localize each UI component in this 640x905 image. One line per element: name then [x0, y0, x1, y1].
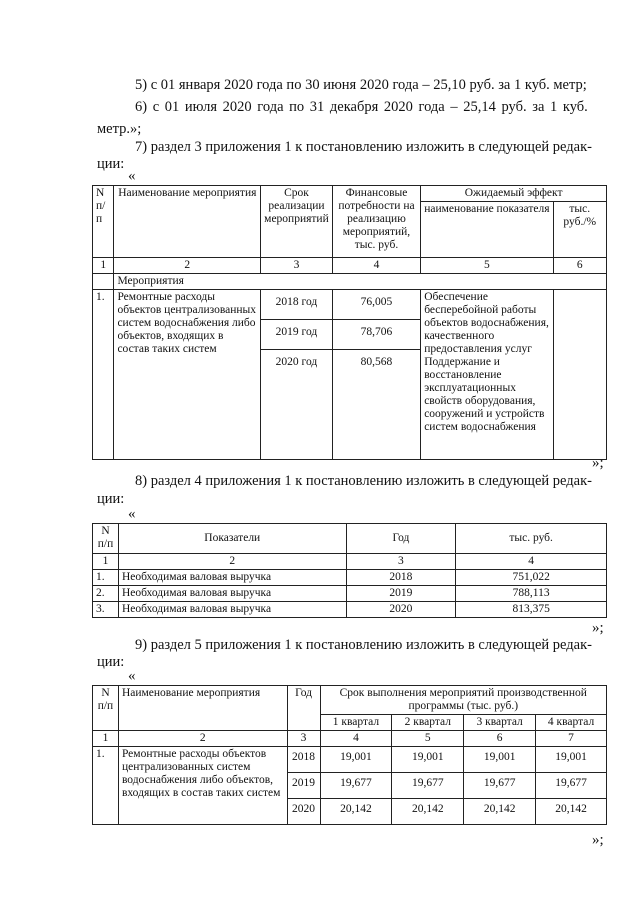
paragraph-7-line-1: 7) раздел 3 приложения 1 к постановлению изложить в следующей редак-: [135, 139, 592, 155]
t3-header-q3: 3 квартал: [464, 715, 536, 731]
t3-header-name: Наименование мероприятия: [118, 686, 287, 731]
t3-header-q2: 2 квартал: [392, 715, 464, 731]
t3-q-cell: 19,001: [464, 747, 536, 773]
table-row: [93, 586, 607, 602]
t1-num-cell: 2: [114, 258, 261, 274]
t1-header-term: Срок реализации мероприятий: [261, 186, 333, 258]
t2-row-value: 788,113: [456, 586, 607, 602]
t2-num-cell: 1: [93, 554, 119, 570]
t1-row-no: 1.: [93, 290, 114, 460]
t2-header-indicator: Показатели: [118, 524, 346, 554]
t3-q-cell: 19,001: [320, 747, 392, 773]
paragraph-5: 5) с 01 января 2020 года по 30 июня 2020 года – 25,10 руб. за 1 куб. метр;: [135, 77, 587, 93]
paragraph-8-line-2: ции:: [97, 491, 125, 507]
t3-num-cell: 4: [320, 731, 392, 747]
t3-q-cell: 20,142: [536, 799, 607, 825]
t3-q-cell: 19,677: [320, 773, 392, 799]
t3-q-cell: 20,142: [464, 799, 536, 825]
table-section-3: [92, 185, 607, 460]
t1-num-cell: 3: [261, 258, 333, 274]
t2-header-no: N п/п: [93, 524, 119, 554]
t3-num-cell: 7: [536, 731, 607, 747]
t2-row-year: 2019: [346, 586, 456, 602]
t3-q-cell: 19,677: [536, 773, 607, 799]
t3-row-year: 2019: [287, 773, 320, 799]
t2-row-name: Необходимая валовая выручка: [118, 602, 346, 618]
t1-year-cell: 2019 год: [261, 320, 333, 350]
t1-header-unit: тыс. руб./%: [553, 202, 607, 258]
t2-row-year: 2018: [346, 570, 456, 586]
t1-year-cell: 2018 год: [261, 290, 333, 320]
t1-year-cell: 2020 год: [261, 350, 333, 460]
t1-num-cell: 1: [93, 258, 114, 274]
t3-row-no: 1.: [93, 747, 119, 825]
t3-q-cell: 19,001: [392, 747, 464, 773]
paragraph-9-line-1: 9) раздел 5 приложения 1 к постановлению изложить в следующей редак-: [135, 637, 592, 653]
t3-num-cell: 3: [287, 731, 320, 747]
t3-num-cell: 6: [464, 731, 536, 747]
t1-value-cell: 78,706: [332, 320, 420, 350]
close-quote-2: »;: [592, 620, 604, 636]
table-row: [93, 570, 607, 586]
paragraph-6-line-2: метр.»;: [97, 121, 142, 137]
t1-section-label: Мероприятия: [114, 274, 607, 290]
t2-row-name: Необходимая валовая выручка: [118, 570, 346, 586]
t1-num-cell: 4: [332, 258, 420, 274]
open-quote-1: «: [128, 168, 136, 184]
paragraph-8-line-1: 8) раздел 4 приложения 1 к постановлению изложить в следующей редак-: [135, 473, 592, 489]
table-row: [93, 602, 607, 618]
t3-num-cell: 1: [93, 731, 119, 747]
t1-num-cell: 5: [421, 258, 553, 274]
t2-row-no: 3.: [93, 602, 119, 618]
open-quote-2: «: [128, 506, 136, 522]
t1-value-cell: 76,005: [332, 290, 420, 320]
t3-q-cell: 19,677: [392, 773, 464, 799]
t1-unit-cell: [553, 290, 607, 460]
t2-row-value: 813,375: [456, 602, 607, 618]
open-quote-3: «: [128, 668, 136, 684]
paragraph-9-line-2: ции:: [97, 654, 125, 670]
t3-num-cell: 5: [392, 731, 464, 747]
t1-header-effect: Ожидаемый эффект: [421, 186, 607, 202]
close-quote-1: »;: [592, 455, 604, 471]
t2-header-year: Год: [346, 524, 456, 554]
t2-num-cell: 3: [346, 554, 456, 570]
t3-q-cell: 19,677: [464, 773, 536, 799]
t1-effect-text: Обеспечение бесперебойной работы объектов водоснабжения, качественного предоставления услуг Поддержание и восстановление эксплуатационных свойств оборудования, сооружений и устройств систем водоснабжения: [421, 290, 553, 460]
t2-num-cell: 2: [118, 554, 346, 570]
t2-row-no: 1.: [93, 570, 119, 586]
t3-q-cell: 20,142: [392, 799, 464, 825]
t3-row-name: Ремонтные расходы объектов централизованных систем водоснабжения либо объектов, входящих в состав таких систем: [118, 747, 287, 825]
t3-row-year: 2018: [287, 747, 320, 773]
t2-row-year: 2020: [346, 602, 456, 618]
paragraph-7-line-2: ции:: [97, 156, 125, 172]
t1-header-no: N п/ п: [93, 186, 114, 258]
t3-header-no: N п/п: [93, 686, 119, 731]
t2-header-sum: тыс. руб.: [456, 524, 607, 554]
t2-row-no: 2.: [93, 586, 119, 602]
t3-header-q4: 4 квартал: [536, 715, 607, 731]
paragraph-6-line-1: 6) с 01 июля 2020 года по 31 декабря 2020 года – 25,14 руб. за 1 куб.: [135, 99, 588, 115]
table-section-5: [92, 685, 607, 825]
close-quote-3: »;: [592, 832, 604, 848]
t2-row-name: Необходимая валовая выручка: [118, 586, 346, 602]
t3-header-term: Срок выполнения мероприятий производственной программы (тыс. руб.): [320, 686, 606, 715]
t3-num-cell: 2: [118, 731, 287, 747]
t1-row-name: Ремонтные расходы объектов централизованных систем водоснабжения либо объектов, входящих в состав таких систем: [114, 290, 261, 460]
t1-header-fin: Финансовые потребности на реализацию мероприятий, тыс. руб.: [332, 186, 420, 258]
t1-header-indicator: наименование показателя: [421, 202, 553, 258]
t3-header-q1: 1 квартал: [320, 715, 392, 731]
t3-header-year: Год: [287, 686, 320, 731]
t3-row-year: 2020: [287, 799, 320, 825]
table-row: [93, 747, 607, 773]
table-section-4: [92, 523, 607, 618]
t1-num-cell: 6: [553, 258, 607, 274]
t2-row-value: 751,022: [456, 570, 607, 586]
t1-value-cell: 80,568: [332, 350, 420, 460]
t3-q-cell: 19,001: [536, 747, 607, 773]
t2-num-cell: 4: [456, 554, 607, 570]
t1-header-name: Наименование мероприятия: [114, 186, 261, 258]
t3-q-cell: 20,142: [320, 799, 392, 825]
